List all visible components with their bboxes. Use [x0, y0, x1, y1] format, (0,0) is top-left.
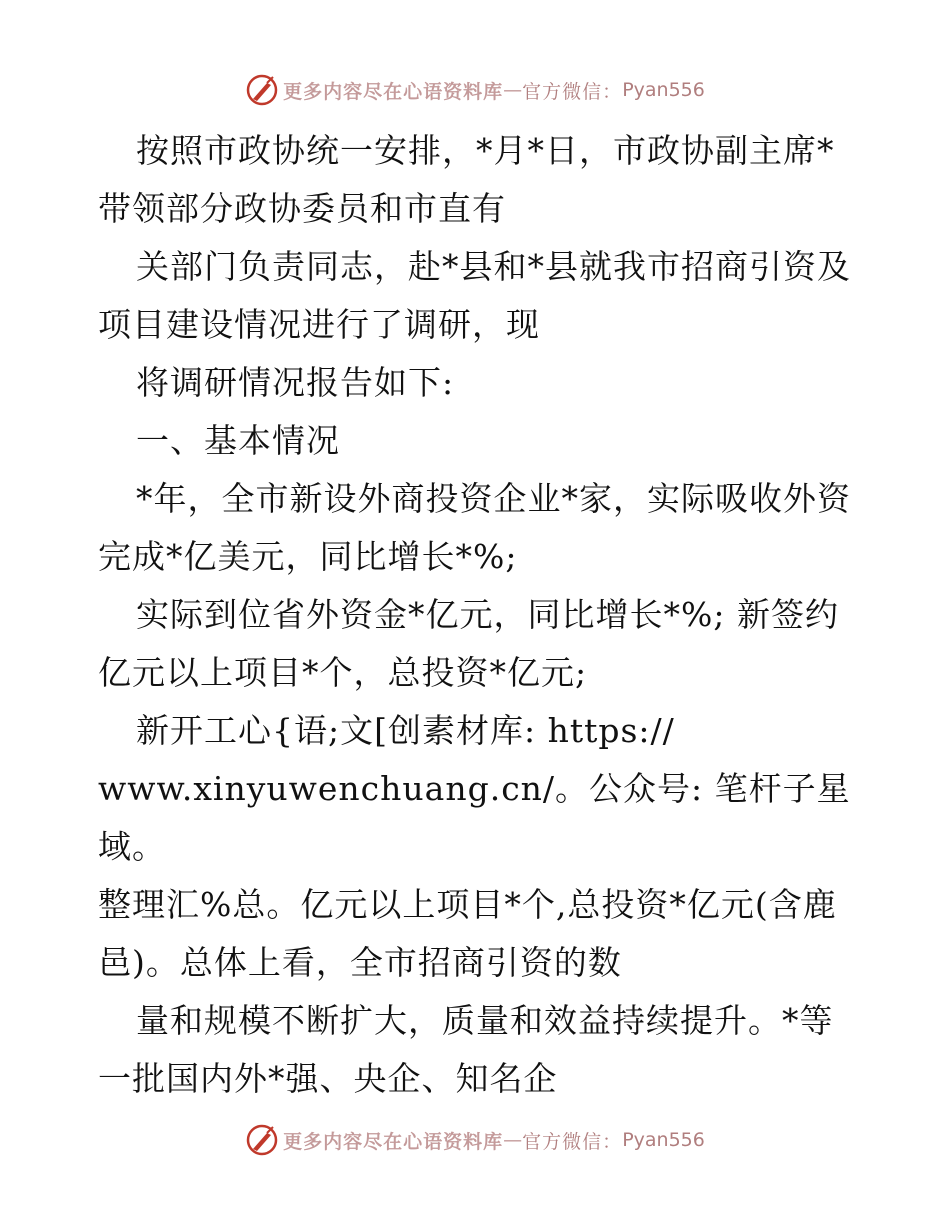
- watermark-main-text: 更多内容尽在心语资料库: [283, 80, 504, 103]
- paragraph: [98, 586, 878, 702]
- paragraph-line: 新开工心{语;文[创素材库: https://: [136, 711, 675, 750]
- watermark-dash: —: [503, 79, 523, 101]
- watermark-wechat-label: 官方微信：: [522, 1130, 623, 1153]
- paragraph-line: 量和规模不断扩大，质量和效益持续提升。*等: [136, 1001, 834, 1040]
- paragraph-line: 实际到位省外资金*亿元，同比增长*%; 新签约: [136, 595, 839, 634]
- paragraph-line: 带领部分政协委员和市直有: [98, 189, 506, 228]
- paragraph-line: *年，全市新设外商投资企业*家，实际吸收外资: [136, 479, 851, 518]
- paragraph-line: 一、基本情况: [136, 421, 340, 460]
- paragraph: [98, 122, 878, 238]
- watermark-wechat-label: 官方微信：: [522, 80, 623, 103]
- paragraph-line: www.xinyuwenchuang.cn/。公众号: 笔杆子星域。: [98, 769, 851, 866]
- paragraph-line: 一批国内外*强、央企、知名企: [98, 1059, 558, 1098]
- paragraph: [98, 354, 878, 412]
- watermark-dash: —: [503, 1129, 523, 1151]
- paragraph: [98, 412, 878, 470]
- paragraph-line: 将调研情况报告如下:: [136, 363, 455, 402]
- paragraph: [98, 238, 878, 354]
- quill-logo-icon: [245, 73, 279, 107]
- header-watermark: [0, 70, 950, 110]
- paragraph-line: 项目建设情况进行了调研，现: [98, 305, 540, 344]
- paragraph-line: 关部门负责同志，赴*县和*县就我市招商引资及: [136, 247, 851, 286]
- paragraph: [98, 470, 878, 586]
- paragraph: [98, 702, 878, 992]
- footer-watermark: [0, 1120, 950, 1160]
- quill-logo-icon: [245, 1123, 279, 1157]
- paragraph-line: 亿元以上项目*个，总投资*亿元;: [98, 653, 588, 692]
- watermark-wechat-id: Pyan556: [622, 79, 705, 101]
- paragraph: [98, 992, 878, 1108]
- paragraph-line: 按照市政协统一安排，*月*日，市政协副主席*: [136, 131, 835, 170]
- paragraph-line: 整理汇%总。亿元以上项目*个,总投资*亿元(含鹿: [98, 885, 837, 924]
- paragraph-line: 完成*亿美元，同比增长*%;: [98, 537, 518, 576]
- paragraph-line: 邑)。总体上看，全市招商引资的数: [98, 943, 622, 982]
- watermark-main-text: 更多内容尽在心语资料库: [283, 1130, 504, 1153]
- watermark-wechat-id: Pyan556: [622, 1129, 705, 1151]
- document-body: [98, 122, 878, 1108]
